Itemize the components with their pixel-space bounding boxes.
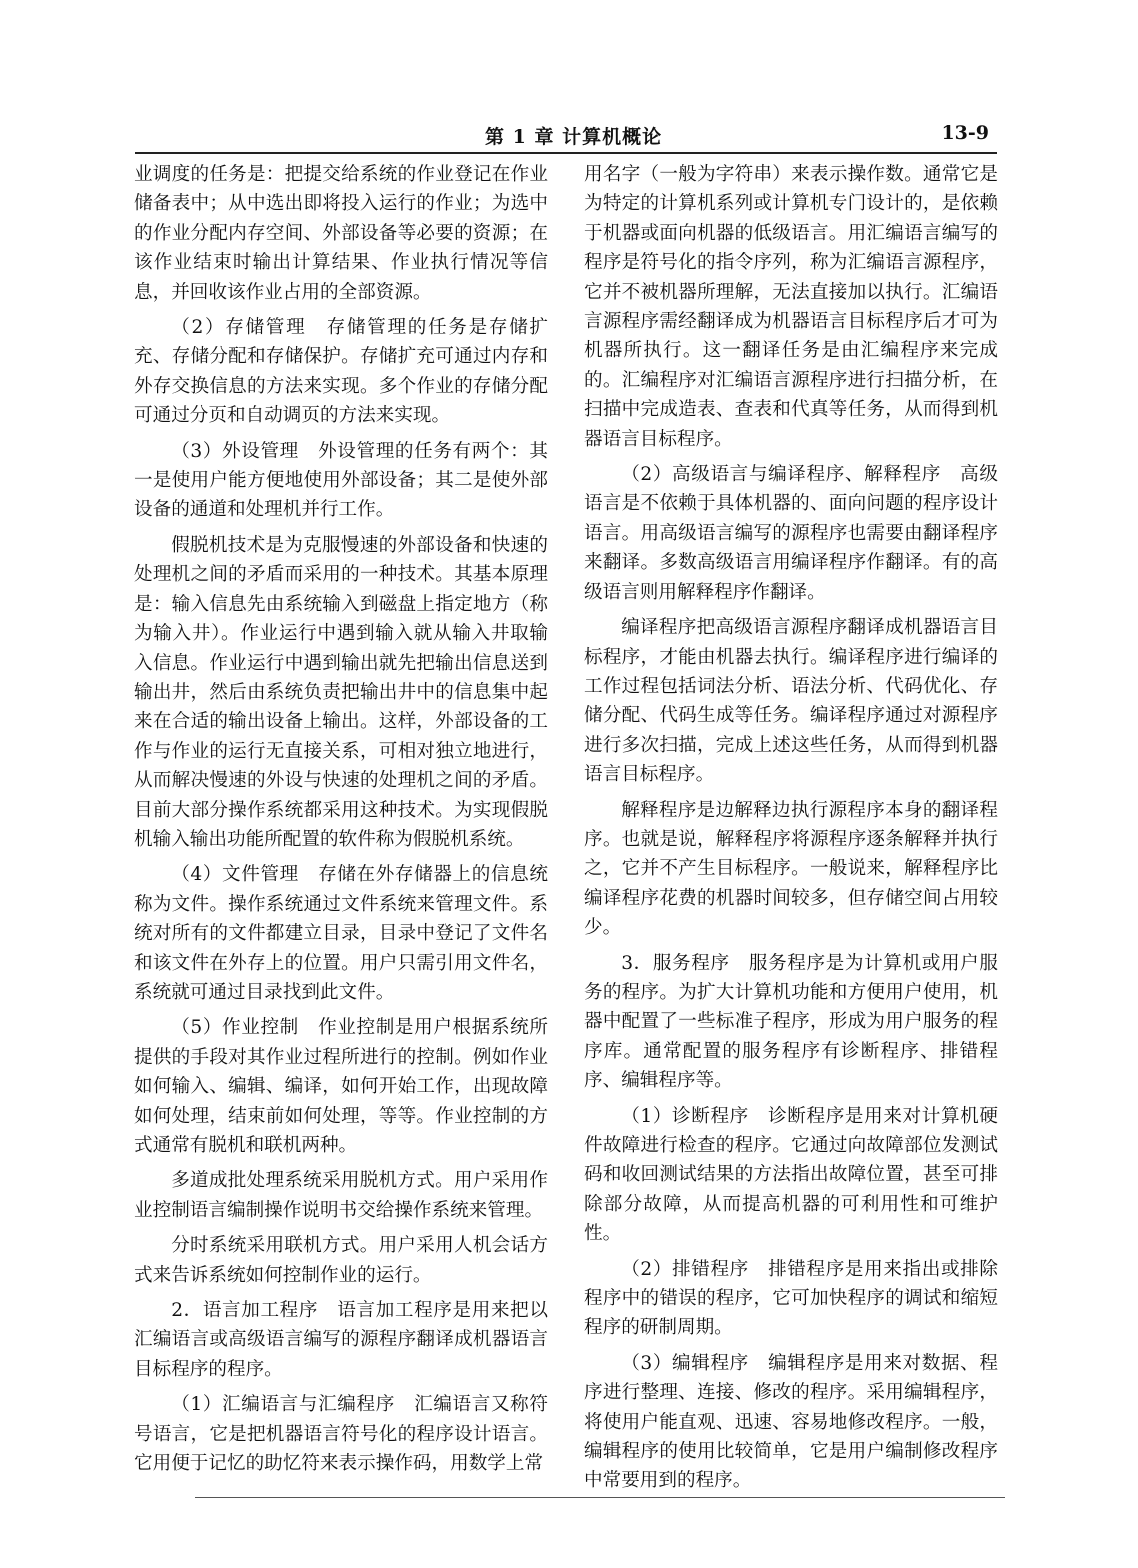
paragraph: （1）汇编语言与汇编程序 汇编语言又称符号语言，它是把机器语言符号化的程序设计语言。它用便于记忆的助忆符来表示操作码，用数学上常 [134,1394,548,1475]
paragraph: 多道成批处理系统采用脱机方式。用户采用作业控制语言编制操作说明书交给操作系统来管理。 [134,1170,548,1221]
right-column [584,160,998,1502]
paragraph: 编译程序把高级语言源程序翻译成机器语言目标程序，才能由机器去执行。编译程序进行编译的工作过程包括词法分析、语法分析、代码优化、存储分配、代码生成等任务。编译程序通过对源程序进行多次扫描，完成上述这些任务，从而得到机器语言目标程序。 [584,617,998,786]
paragraph: （3）外设管理 外设管理的任务有两个：其一是使用户能方便地使用外部设备；其二是使外部设备的通道和处理机并行工作。 [134,440,548,521]
paragraph: （1）诊断程序 诊断程序是用来对计算机硬件故障进行检查的程序。它通过向故障部位发测试码和收回测试结果的方法指出故障位置，甚至可排除部分故障，从而提高机器的可利用性和可维护性。 [584,1105,998,1245]
paragraph: （5）作业控制 作业控制是用户根据系统所提供的手段对其作业过程所进行的控制。例如作业如何输入、编辑、编译，如何开始工作，出现故障如何处理，结束前如何处理，等等。作业控制的方式通常有脱机和联机两种。 [134,1017,548,1156]
paragraph: （2）排错程序 排错程序是用来指出或排除程序中的错误的程序，它可加快程序的调试和缩短程序的研制周期。 [584,1258,998,1339]
paragraph: （4）文件管理 存储在外存储器上的信息统称为文件。操作系统通过文件系统来管理文件。系统对所有的文件都建立目录，目录中登记了文件名和该文件在外存上的位置。用户只需引用文件名，系统就可通过目录找到此文件。 [134,864,548,1003]
paragraph: 用名字（一般为字符串）来表示操作数。通常它是为特定的计算机系列或计算机专门设计的，是依赖于机器或面向机器的低级语言。用汇编语言编写的程序是符号化的指令序列，称为汇编语言源程序，它并不被机器所理解，无法直接加以执行。汇编语言源程序需经翻译成为机器语言目标程序后才可为机器所执行。这一翻译任务是由汇编程序来完成的。汇编程序对汇编语言源程序进行扫描分析，在扫描中完成造表、查表和代真等任务，从而得到机器语言目标程序。 [584,164,998,450]
running-header [135,118,997,154]
paragraph: 业调度的任务是：把提交给系统的作业登记在作业储备表中；从中选出即将投入运行的作业；为选中的作业分配内存空间、外部设备等必要的资源；在该作业结束时输出计算结果、作业执行情况等信息，并回收该作业占用的全部资源。 [134,164,548,303]
left-column [134,160,548,1484]
paragraph: 2．语言加工程序 语言加工程序是用来把以汇编语言或高级语言编写的源程序翻译成机器语言目标程序的程序。 [134,1300,548,1380]
paragraph: 3．服务程序 服务程序是为计算机或用户服务的程序。为扩大计算机功能和方便用户使用，机器中配置了一些标准子程序，形成为用户服务的程序库。通常配置的服务程序有诊断程序、排错程序、编辑程序等。 [584,952,998,1092]
footer-rule [195,1497,1005,1498]
paragraph: （2）存储管理 存储管理的任务是存储扩充、存储分配和存储保护。存储扩充可通过内存和外存交换信息的方法来实现。多个作业的存储分配可通过分页和自动调页的方法来实现。 [134,317,548,427]
paragraph: 假脱机技术是为克服慢速的外部设备和快速的处理机之间的矛盾而采用的一种技术。其基本原理是：输入信息先由系统输入到磁盘上指定地方（称为输入井）。作业运行中遇到输入就从输入井取输入信息。作业运行中遇到输出就先把输出信息送到输出井，然后由系统负责把输出井中的信息集中起来在合适的输出设备上输出。这样，外部设备的工作与作业的运行无直接关系，可相对独立地进行，从而解决慢速的外设与快速的处理机之间的矛盾。目前大部分操作系统都采用这种技术。为实现假脱机输入输出功能所配置的软件称为假脱机系统。 [134,534,548,850]
paragraph: （2）高级语言与编译程序、解释程序 高级语言是不依赖于具体机器的、面向问题的程序设计语言。用高级语言编写的源程序也需要由翻译程序来翻译。多数高级语言用编译程序作翻译。有的高级语言则用解释程序作翻译。 [584,464,998,603]
paragraph: 解释程序是边解释边执行源程序本身的翻译程序。也就是说，解释程序将源程序逐条解释并执行之，它并不产生目标程序。一般说来，解释程序比编译程序花费的机器时间较多，但存储空间占用较少。 [584,799,998,939]
paragraph: （3）编辑程序 编辑程序是用来对数据、程序进行整理、连接、修改的程序。采用编辑程序，将使用户能直观、迅速、容易地修改程序。一般，编辑程序的使用比较简单，它是用户编制修改程序中常要用到的程序。 [584,1352,998,1492]
page-number: 13-9 [941,122,989,144]
chapter-title: 第 1 章 计算机概论 [485,126,663,148]
paragraph: 分时系统采用联机方式。用户采用人机会话方式来告诉系统如何控制作业的运行。 [134,1235,548,1286]
